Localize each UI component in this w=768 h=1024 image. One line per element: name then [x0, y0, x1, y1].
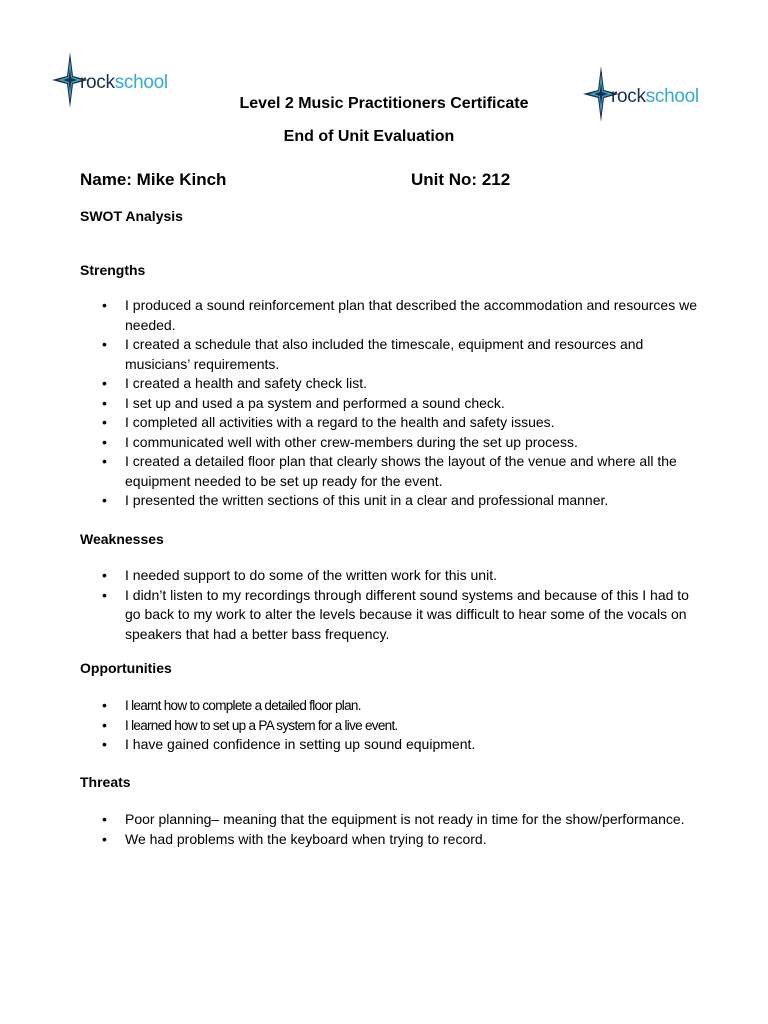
unit-number: Unit No: 212	[411, 170, 511, 189]
list-item: • I created a schedule that also included the timescale, equipment and resources and musicians’ requirements.	[80, 335, 700, 374]
list-item: • We had problems with the keyboard when trying to record.	[80, 830, 700, 850]
list-item: • I didn’t listen to my recordings through different sound systems and because of this I had to go back to my work to alter the levels because it was difficult to hear some of the vocals on speakers that had a better bass frequency.	[80, 586, 700, 645]
list-item: • Poor planning– meaning that the equipment is not ready in time for the show/performance.	[80, 810, 700, 830]
document-subtitle: End of Unit Evaluation	[283, 128, 455, 145]
rockschool-logo-right	[583, 66, 699, 122]
list-item: • I learnt how to complete a detailed floor plan.	[80, 696, 700, 716]
list-item: • I set up and used a pa system and performed a sound check.	[80, 394, 700, 414]
opportunities-list	[80, 696, 700, 755]
list-item: • I created a health and safety check list.	[80, 374, 700, 394]
threats-heading: Threats	[80, 774, 131, 790]
logo-word-rock: rock	[80, 72, 115, 93]
list-item: • I completed all activities with a regard to the health and safety issues.	[80, 413, 700, 433]
weaknesses-heading: Weaknesses	[80, 531, 164, 547]
list-item: • I created a detailed floor plan that clearly shows the layout of the venue and where all the equipment needed to be set up ready for the event.	[80, 452, 700, 491]
logo-word-rock: rock	[611, 86, 646, 107]
list-item: • I needed support to do some of the written work for this unit.	[80, 566, 700, 586]
list-item: • I learned how to set up a PA system for a live event.	[80, 716, 700, 736]
student-name: Name: Mike Kinch	[80, 170, 227, 189]
document-title: Level 2 Music Practitioners Certificate	[239, 95, 529, 112]
strengths-list	[80, 296, 700, 511]
swot-heading: SWOT Analysis	[80, 208, 183, 224]
list-item: • I produced a sound reinforcement plan that described the accommodation and resources we needed.	[80, 296, 700, 335]
list-item: • I communicated well with other crew-members during the set up process.	[80, 433, 700, 453]
strengths-heading: Strengths	[80, 262, 146, 278]
weaknesses-list	[80, 566, 700, 644]
list-item: • I presented the written sections of this unit in a clear and professional manner.	[80, 491, 700, 511]
logo-word-school: school	[645, 86, 699, 107]
threats-list	[80, 810, 700, 849]
opportunities-heading: Opportunities	[80, 660, 172, 676]
list-item: • I have gained confidence in setting up sound equipment.	[80, 735, 700, 755]
logo-word-school: school	[114, 72, 168, 93]
